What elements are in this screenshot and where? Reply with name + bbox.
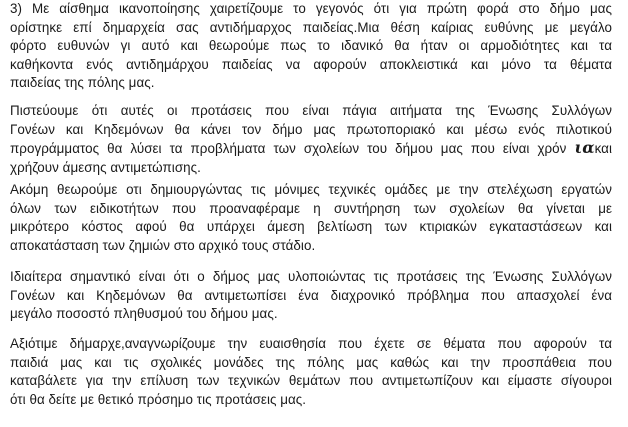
paragraph-line: Πιστεύουμε ότι αυτές οι προτάσεις που είναι πάγια αιτήματα της Ένωσης Συλλόγων <box>10 103 612 118</box>
paragraph-line: φόρτο ευθυνών γι αυτό και θεωρούμε πως το ιδανικό θα ήταν οι αρμοδιότητες και τα <box>10 38 612 54</box>
paragraph-line: Γονέων και Κηδεμόνων θα κάνει τον δήμο μας πρωτοποριακό και μέσω ενός πιλοτικού <box>10 121 612 137</box>
paragraph-5 <box>10 335 612 409</box>
paragraph-line-tail: και <box>594 141 612 157</box>
paragraph-line: ότι θα δείτε με θετικό πρόσημο τις προτάσεις μας. <box>10 391 307 407</box>
paragraph-line: Ακόμη θεωρούμε οτι δημιουργώντας τις μόνιμες τεχνικές ομάδες με την στελέχωση εργατών <box>10 182 612 197</box>
paragraph-3 <box>10 181 612 255</box>
paragraph-line: 3) Με αίσθημα ικανοποίησης χαιρετίζουμε το γεγονός ότι για πρώτη φορά στο δήμο μας <box>10 1 612 16</box>
paragraph-line: Αξιότιμε δήμαρχε,αναγνωρίζουμε την ευαισθησία που έχετε σε θέματα που αφορούν τα <box>10 336 612 351</box>
paragraph-line: χρήζουν άμεσης αντιμετώπισης. <box>10 159 201 175</box>
paragraph-line: μικρότερο κόστος αφού θα υπάρχει άμεση βελτίωση των κτιριακών εγκαταστάσεων και <box>10 219 612 235</box>
paragraph-line-with-insert <box>10 139 612 159</box>
paragraph-line: καθήκοντα ενός αντιδημάρχου παιδείας να αφορούν αποκλειστικά και μόνο τα θέματα <box>10 56 612 72</box>
paragraph-line-text: προγράμματος θα λύσει τα προβλήματα των σχολείων του δήμου μας που είναι χρόν <box>10 141 567 157</box>
paragraph-line: όλων των ειδικοτήτων που προαναφέραμε η συντήρηση των σχολείων θα γίνεται με <box>10 200 612 216</box>
paragraph-line: αποκατάσταση των ζημιών στο αρχικό τους στάδιο. <box>10 237 316 253</box>
paragraph-line: Γονέων και Κηδεμόνων θα αντιμετωπίσει ένα διαχρονικό πρόβλημα που απασχολεί ένα <box>10 287 612 303</box>
paragraph-line: μεγάλο ποσοστό πληθυσμού του δήμου μας. <box>10 306 278 322</box>
paragraph-line: καταβάλετε για την επίλυση των τεχνικών θεμάτων που αντιμετωπίζουν και είμαστε σίγουροι <box>10 373 612 389</box>
paragraph-1 <box>10 0 612 93</box>
paragraph-line: Ιδιαίτερα σημαντικό είναι ότι ο δήμος μας υλοποιώντας τις προτάσεις της Ένωσης Συλλόγων <box>10 269 612 284</box>
paragraph-line: παιδιά μας και τις σχολικές μονάδες της πόλης μας καθώς και την προσπάθεια που <box>10 354 612 370</box>
paragraph-4 <box>10 268 612 324</box>
paragraph-line: παιδείας της πόλης μας. <box>10 75 155 91</box>
handwritten-insert: ια <box>574 138 595 158</box>
paragraph-line: ορίστηκε επί δημαρχεία σας αντιδήμαρχος παιδείας.Μια θέση καίριας ευθύνης με μεγάλο <box>10 19 612 35</box>
paragraph-2 <box>10 102 612 177</box>
